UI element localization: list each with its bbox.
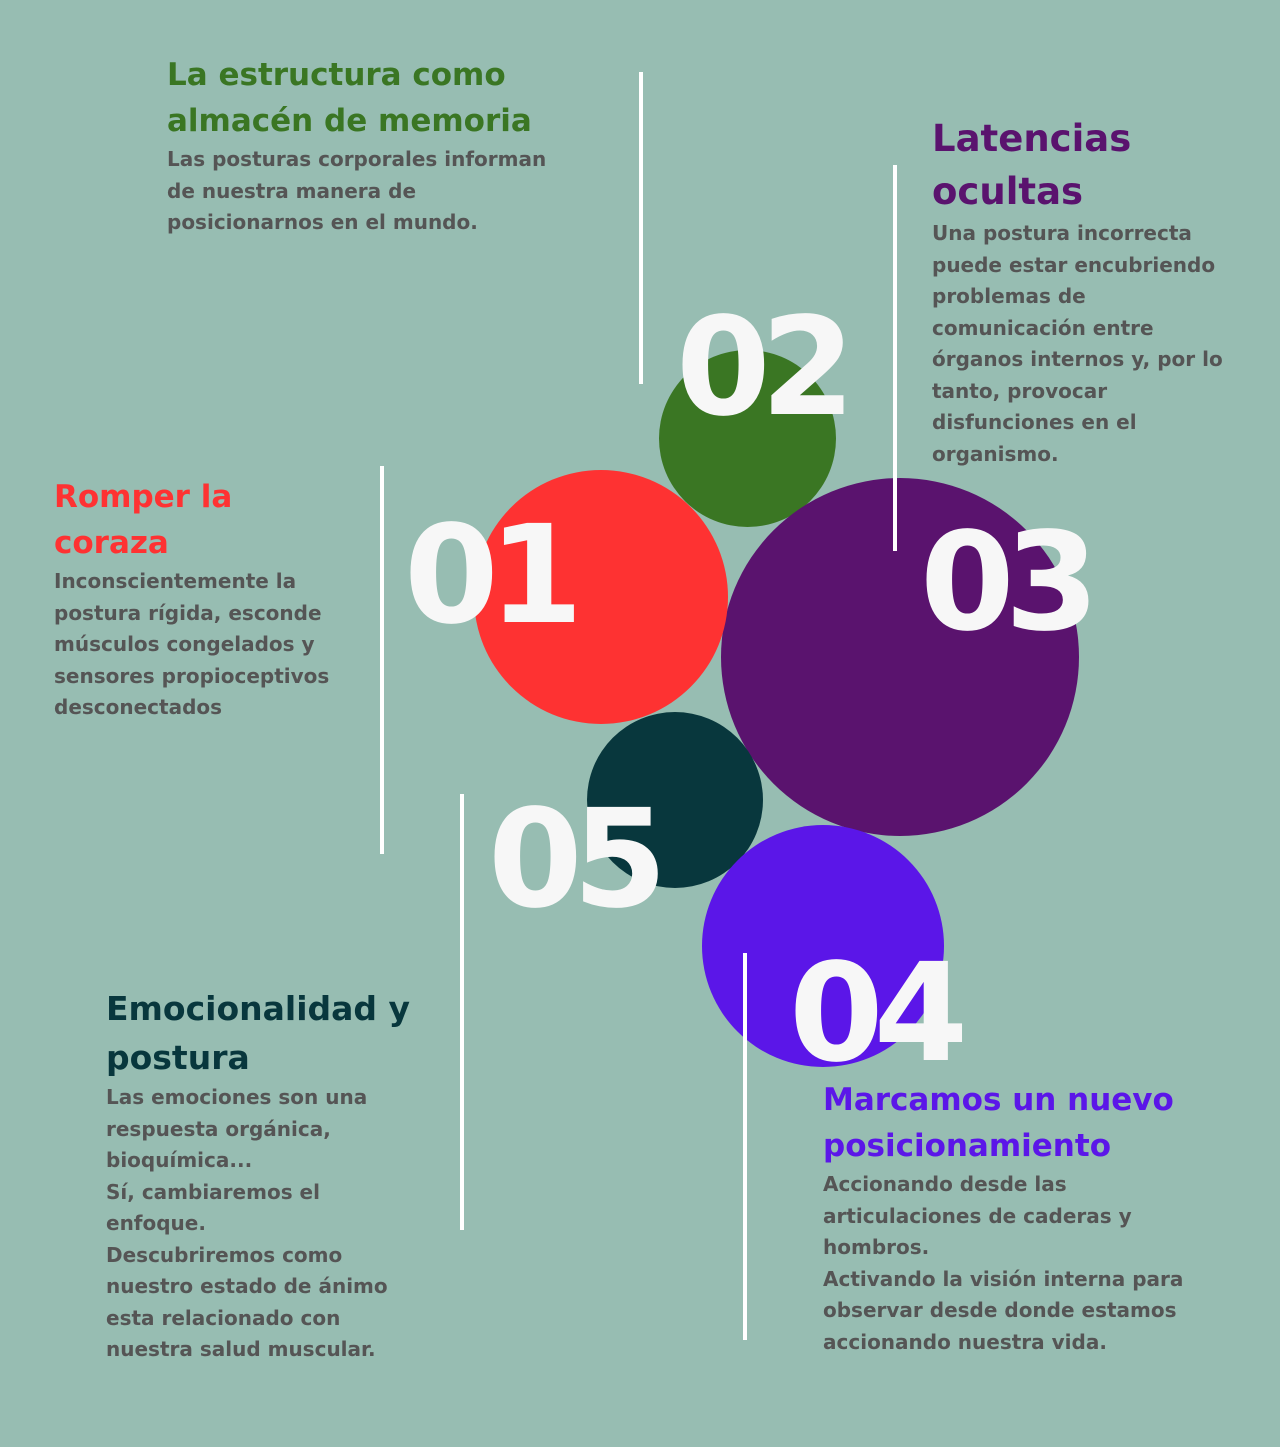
divider-line-02 <box>639 72 643 384</box>
title-05: Emocionalidad y postura <box>106 989 411 1077</box>
divider-line-05 <box>460 794 464 1230</box>
divider-line-01 <box>380 466 384 854</box>
text-block-01 <box>54 474 374 724</box>
number-05: 05 <box>488 781 658 939</box>
body-01: Inconscientemente la postura rígida, esconde músculos congelados y sensores propioceptivos desconectados <box>54 569 330 719</box>
text-block-03 <box>932 112 1272 470</box>
divider-line-04 <box>743 953 747 1340</box>
title-02: La estructura como almacén de memoria <box>167 57 532 139</box>
divider-line-03 <box>893 165 897 551</box>
text-block-04 <box>823 1077 1253 1358</box>
number-04: 04 <box>789 935 959 1093</box>
title-03: Latencias ocultas <box>932 117 1132 213</box>
number-02: 02 <box>676 289 846 447</box>
body-03: Una postura incorrecta puede estar encubriendo problemas de comunicación entre órganos internos y, por lo tanto, provocar disfunciones en el organismo. <box>932 221 1223 466</box>
title-04: Marcamos un nuevo posicionamiento <box>823 1082 1174 1164</box>
text-block-05 <box>106 984 451 1366</box>
body-04: Accionando desde las articulaciones de caderas y hombros. Activando la visión interna para observar desde donde estamos accionando nuestra vida. <box>823 1172 1184 1354</box>
title-01: Romper la coraza <box>54 479 233 561</box>
body-02: Las posturas corporales informan de nuestra manera de posicionarnos en el mundo. <box>167 147 547 234</box>
body-05: Las emociones son una respuesta orgánica, bioquímica... Sí, cambiaremos el enfoque. Descubriremos como nuestro estado de ánimo esta relacionado con nuestra salud muscular. <box>106 1085 388 1361</box>
number-01: 01 <box>404 497 574 655</box>
text-block-02 <box>167 52 587 239</box>
number-03: 03 <box>920 504 1090 662</box>
